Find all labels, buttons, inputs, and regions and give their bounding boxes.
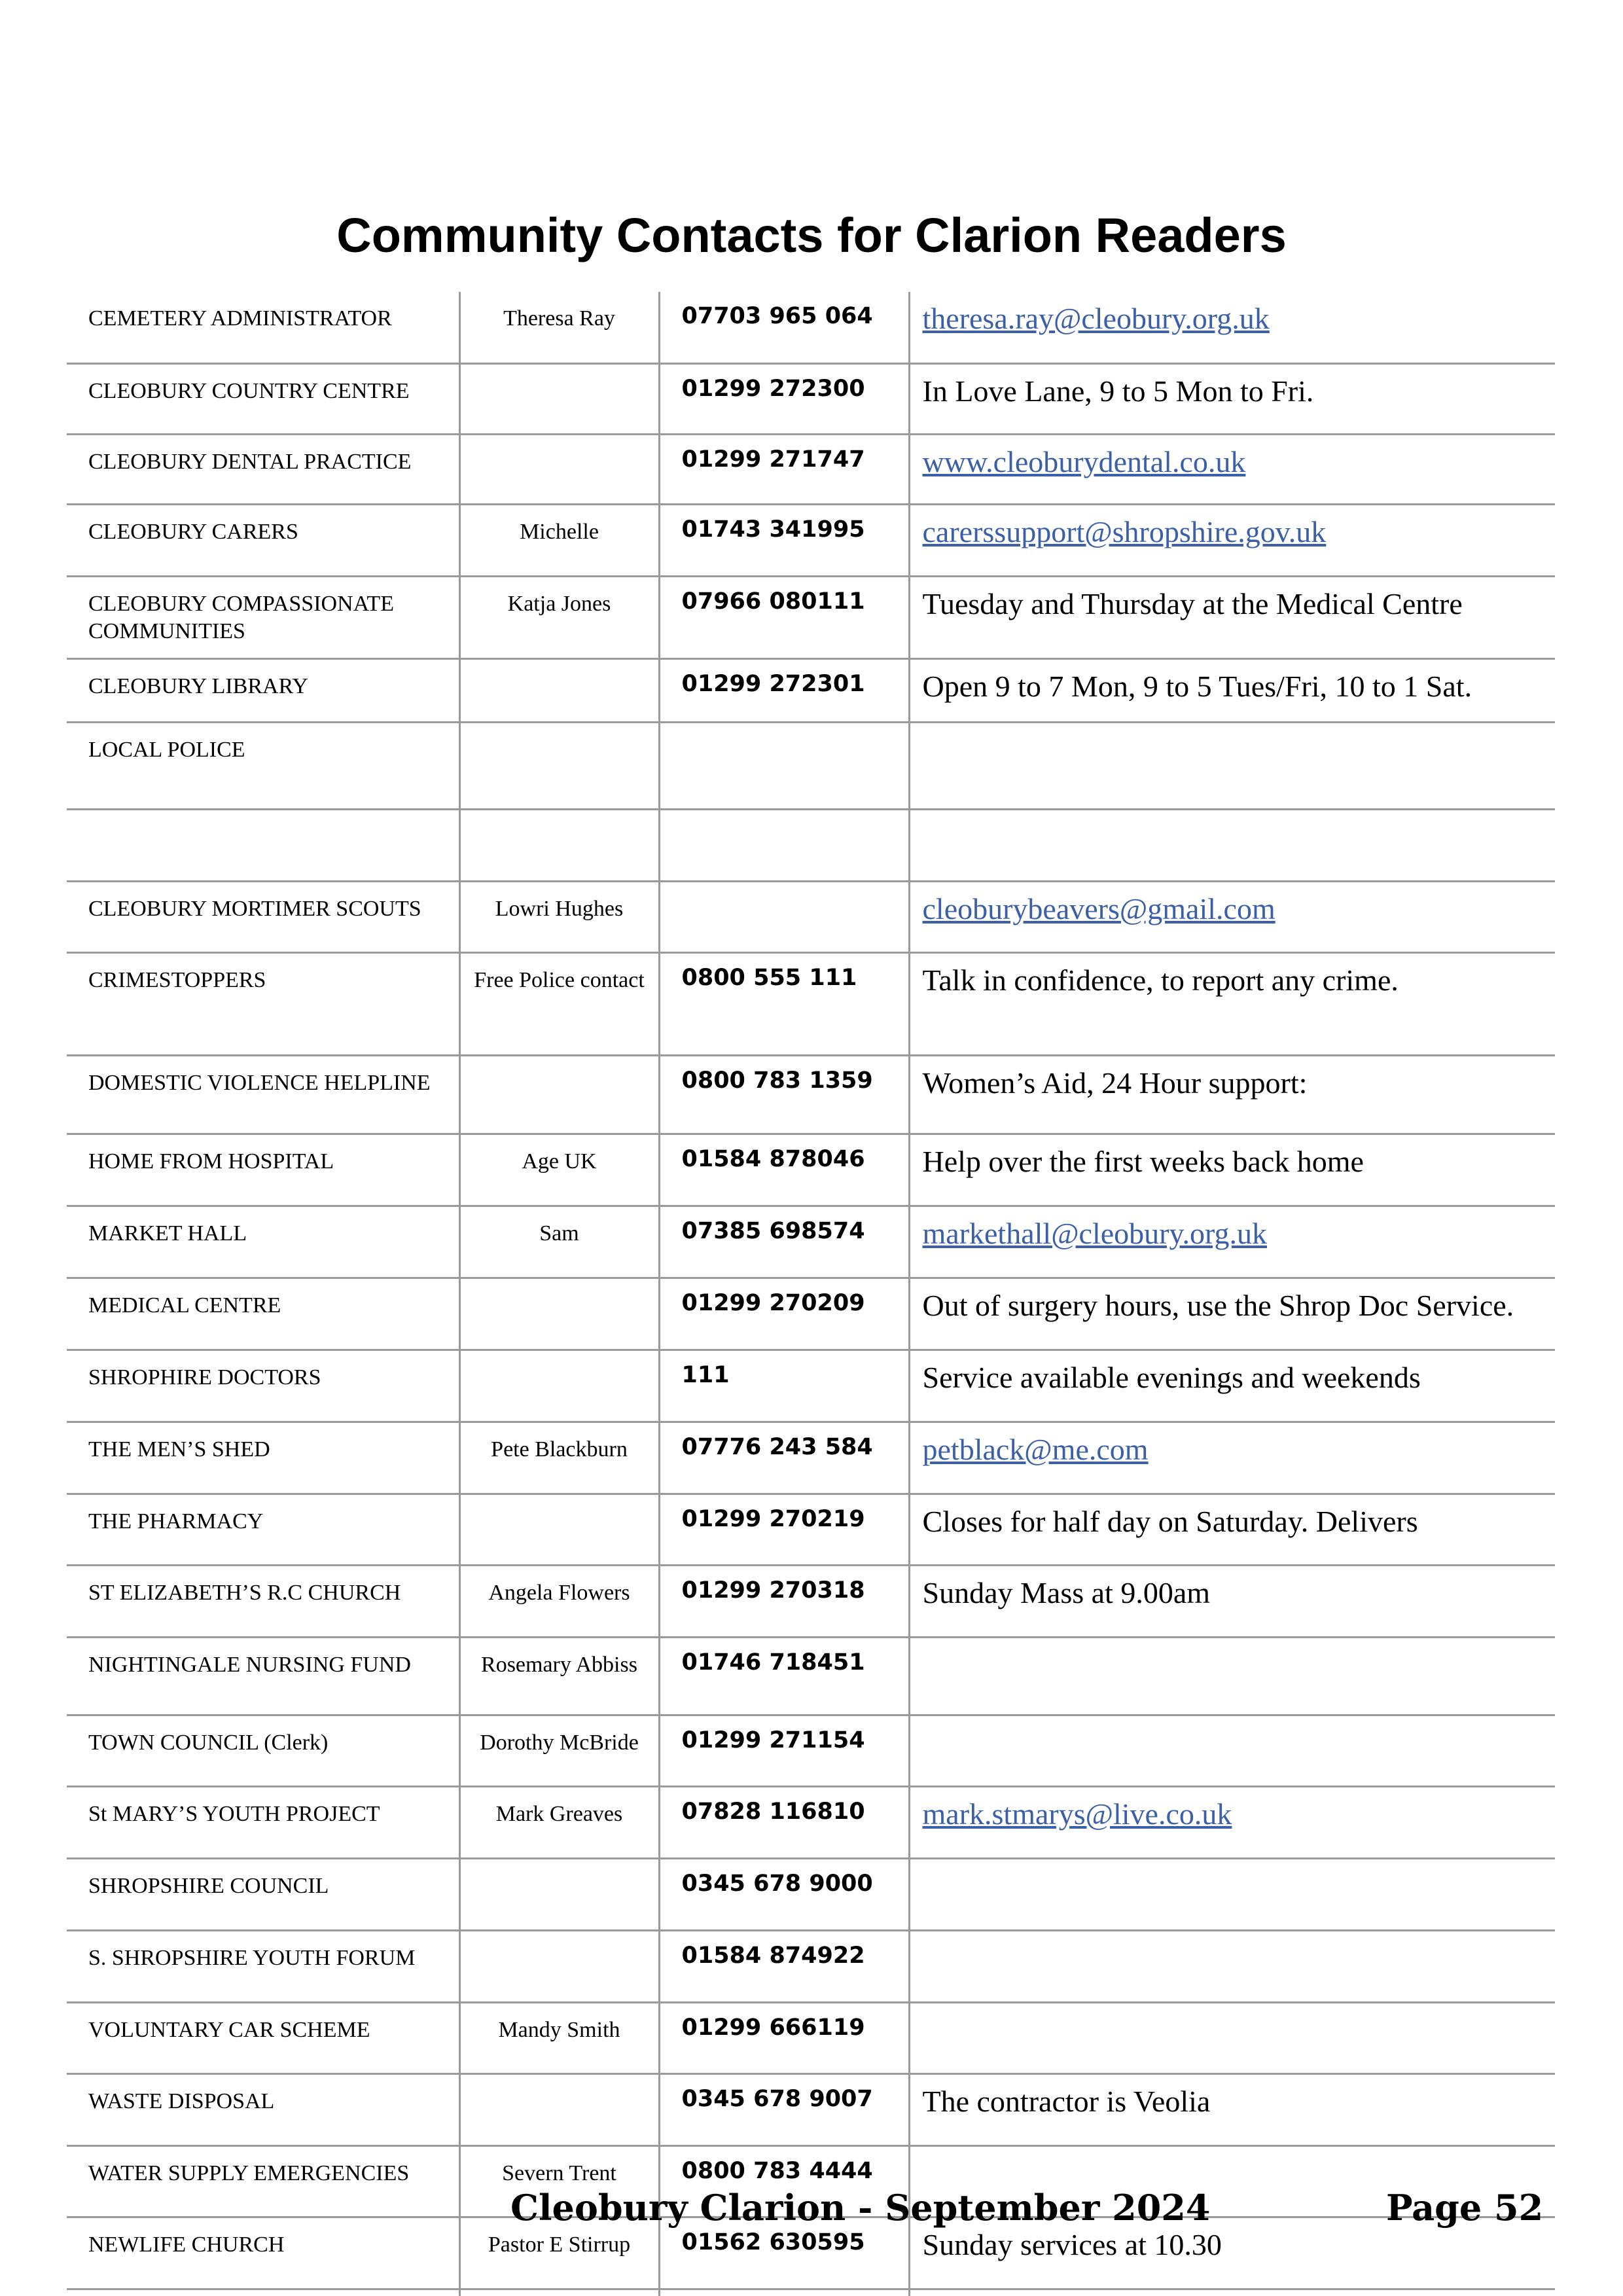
phone-cell: 0800 555 111 <box>659 953 909 1056</box>
organisation-cell: TOWN COUNCIL (Clerk) <box>67 1715 459 1787</box>
organisation-cell: CLEOBURY MORTIMER SCOUTS <box>67 882 459 953</box>
info-cell <box>909 723 1555 810</box>
organisation-cell: SHROPHIRE DOCTORS <box>67 1350 459 1422</box>
contact-name-cell: Free Police contact <box>459 953 659 1056</box>
table-row <box>67 953 1555 1056</box>
info-cell: Talk in confidence, to report any crime. <box>909 953 1555 1056</box>
contact-name-cell: Sam <box>459 1206 659 1278</box>
organisation-cell: CLEOBURY LIBRARY <box>67 659 459 723</box>
info-cell: Service available evenings and weekends <box>909 1350 1555 1422</box>
organisation-cell: LOCAL POLICE <box>67 723 459 810</box>
info-cell <box>909 2289 1555 2296</box>
contact-name-cell <box>459 659 659 723</box>
phone-cell: 0345 678 9000 <box>659 1859 909 1931</box>
table-row <box>67 1931 1555 2003</box>
contact-name-cell <box>459 810 659 882</box>
organisation-cell: SHROPSHIRE COUNCIL <box>67 1859 459 1931</box>
phone-cell: 01299 272301 <box>659 659 909 723</box>
table-row <box>67 505 1555 577</box>
organisation-cell: CLEOBURY DENTAL PRACTICE <box>67 435 459 505</box>
phone-cell: 01743 341995 <box>659 505 909 577</box>
contact-name-cell <box>459 2289 659 2296</box>
phone-cell: 0800 783 4444 <box>659 2146 909 2217</box>
info-cell: Tuesday and Thursday at the Medical Centre <box>909 577 1555 659</box>
info-cell <box>909 1931 1555 2003</box>
organisation-cell: St MARY’S YOUTH PROJECT <box>67 1787 459 1859</box>
table-row <box>67 2003 1555 2074</box>
contact-name-cell <box>459 1931 659 2003</box>
contact-name-cell: Katja Jones <box>459 577 659 659</box>
phone-cell: 01299 270219 <box>659 1494 909 1566</box>
info-cell: Out of surgery hours, use the Shrop Doc Service. <box>909 1278 1555 1350</box>
organisation-cell: S. SHROPSHIRE YOUTH FORUM <box>67 1931 459 2003</box>
table-row <box>67 364 1555 435</box>
organisation-cell: CLEOBURY COUNTRY CENTRE <box>67 364 459 435</box>
table-row <box>67 1715 1555 1787</box>
info-cell <box>909 810 1555 882</box>
phone-cell: 0800 783 1359 <box>659 1056 909 1134</box>
organisation-cell <box>67 2289 459 2296</box>
info-cell: Sunday services at 10.30 <box>909 2217 1555 2289</box>
phone-cell: 0345 678 9007 <box>659 2074 909 2146</box>
table-row <box>67 1134 1555 1206</box>
table-row <box>67 1422 1555 1494</box>
phone-cell <box>659 882 909 953</box>
info-cell <box>909 1638 1555 1715</box>
phone-cell: 01299 666119 <box>659 2003 909 2074</box>
phone-cell <box>659 723 909 810</box>
phone-cell: 07703 965 064 <box>659 292 909 364</box>
table-row <box>67 659 1555 723</box>
organisation-cell: HOME FROM HOSPITAL <box>67 1134 459 1206</box>
phone-cell: 01299 270209 <box>659 1278 909 1350</box>
table-row <box>67 1350 1555 1422</box>
organisation-cell: VOLUNTARY CAR SCHEME <box>67 2003 459 2074</box>
organisation-cell: THE PHARMACY <box>67 1494 459 1566</box>
info-cell <box>909 2003 1555 2074</box>
info-link[interactable]: carerssupport@shropshire.gov.uk <box>909 505 1555 577</box>
info-cell: Sunday Mass at 9.00am <box>909 1566 1555 1638</box>
table-row <box>67 1206 1555 1278</box>
info-link[interactable]: cleoburybeavers@gmail.com <box>909 882 1555 953</box>
info-link[interactable]: www.cleoburydental.co.uk <box>909 435 1555 505</box>
table-row <box>67 577 1555 659</box>
organisation-cell: THE MEN’S SHED <box>67 1422 459 1494</box>
contact-name-cell: Pete Blackburn <box>459 1422 659 1494</box>
phone-cell: 07385 698574 <box>659 1206 909 1278</box>
table-row <box>67 1859 1555 1931</box>
organisation-cell: MARKET HALL <box>67 1206 459 1278</box>
contact-name-cell <box>459 1494 659 1566</box>
contact-name-cell: Lowri Hughes <box>459 882 659 953</box>
organisation-cell: CLEOBURY CARERS <box>67 505 459 577</box>
contact-name-cell: Theresa Ray <box>459 292 659 364</box>
table-row <box>67 1494 1555 1566</box>
info-cell <box>909 1715 1555 1787</box>
table-row <box>67 1056 1555 1134</box>
phone-cell: 01299 272300 <box>659 364 909 435</box>
contact-name-cell: Dorothy McBride <box>459 1715 659 1787</box>
table-row <box>67 723 1555 810</box>
phone-cell: 07776 243 584 <box>659 1422 909 1494</box>
contact-name-cell <box>459 1350 659 1422</box>
contact-name-cell <box>459 1859 659 1931</box>
info-link[interactable]: petblack@me.com <box>909 1422 1555 1494</box>
organisation-cell: DOMESTIC VIOLENCE HELPLINE <box>67 1056 459 1134</box>
page-title: Community Contacts for Clarion Readers <box>336 208 1287 262</box>
phone-cell: 111 <box>659 1350 909 1422</box>
organisation-cell: CLEOBURY COMPASSIONATE COMMUNITIES <box>67 577 459 659</box>
phone-cell: 01746 718451 <box>659 1638 909 1715</box>
info-cell: The contractor is Veolia <box>909 2074 1555 2146</box>
footer-page-number: Page 52 <box>1386 2187 1544 2229</box>
contact-name-cell: Michelle <box>459 505 659 577</box>
phone-cell: 01299 271154 <box>659 1715 909 1787</box>
contact-name-cell: Pastor E Stirrup <box>459 2217 659 2289</box>
contact-name-cell: Mandy Smith <box>459 2003 659 2074</box>
table-row <box>67 1787 1555 1859</box>
contact-name-cell <box>459 2074 659 2146</box>
phone-cell: 07966 080111 <box>659 577 909 659</box>
phone-cell: 01584 874922 <box>659 1931 909 2003</box>
table-row <box>67 810 1555 882</box>
table-row <box>67 1566 1555 1638</box>
organisation-cell: NIGHTINGALE NURSING FUND <box>67 1638 459 1715</box>
info-cell: In Love Lane, 9 to 5 Mon to Fri. <box>909 364 1555 435</box>
organisation-cell: WATER SUPPLY EMERGENCIES <box>67 2146 459 2217</box>
organisation-cell: WASTE DISPOSAL <box>67 2074 459 2146</box>
phone-cell <box>659 810 909 882</box>
organisation-cell: MEDICAL CENTRE <box>67 1278 459 1350</box>
organisation-cell: CEMETERY ADMINISTRATOR <box>67 292 459 364</box>
contact-name-cell: Angela Flowers <box>459 1566 659 1638</box>
info-cell: Women’s Aid, 24 Hour support: <box>909 1056 1555 1134</box>
info-link[interactable]: mark.stmarys@live.co.uk <box>909 1787 1555 1859</box>
table-row <box>67 2289 1555 2296</box>
info-cell: Open 9 to 7 Mon, 9 to 5 Tues/Fri, 10 to 1 Sat. <box>909 659 1555 723</box>
contact-name-cell <box>459 1278 659 1350</box>
table-row <box>67 292 1555 364</box>
organisation-cell: CRIMESTOPPERS <box>67 953 459 1056</box>
contact-name-cell: Rosemary Abbiss <box>459 1638 659 1715</box>
info-link[interactable]: markethall@cleobury.org.uk <box>909 1206 1555 1278</box>
table-row <box>67 1278 1555 1350</box>
contacts-table-body <box>67 292 1555 2296</box>
info-cell: Help over the first weeks back home <box>909 1134 1555 1206</box>
info-link[interactable]: theresa.ray@cleobury.org.uk <box>909 292 1555 364</box>
phone-cell: 01562 630595 <box>659 2217 909 2289</box>
phone-cell: 01584 878046 <box>659 1134 909 1206</box>
info-cell <box>909 1859 1555 1931</box>
contact-name-cell: Age UK <box>459 1134 659 1206</box>
footer-publication: Cleobury Clarion - September 2024 <box>510 2187 1211 2229</box>
phone-cell <box>659 2289 909 2296</box>
organisation-cell <box>67 810 459 882</box>
table-row <box>67 1638 1555 1715</box>
table-row <box>67 435 1555 505</box>
organisation-cell: NEWLIFE CHURCH <box>67 2217 459 2289</box>
table-row <box>67 2074 1555 2146</box>
contact-name-cell: Mark Greaves <box>459 1787 659 1859</box>
organisation-cell: ST ELIZABETH’S R.C CHURCH <box>67 1566 459 1638</box>
phone-cell: 01299 270318 <box>659 1566 909 1638</box>
contact-name-cell <box>459 723 659 810</box>
phone-cell: 07828 116810 <box>659 1787 909 1859</box>
contacts-table <box>67 292 1555 2296</box>
contact-name-cell <box>459 435 659 505</box>
contact-name-cell: Severn Trent <box>459 2146 659 2217</box>
contact-name-cell <box>459 364 659 435</box>
info-cell: Closes for half day on Saturday. Delivers <box>909 1494 1555 1566</box>
table-row <box>67 882 1555 953</box>
contact-name-cell <box>459 1056 659 1134</box>
phone-cell: 01299 271747 <box>659 435 909 505</box>
